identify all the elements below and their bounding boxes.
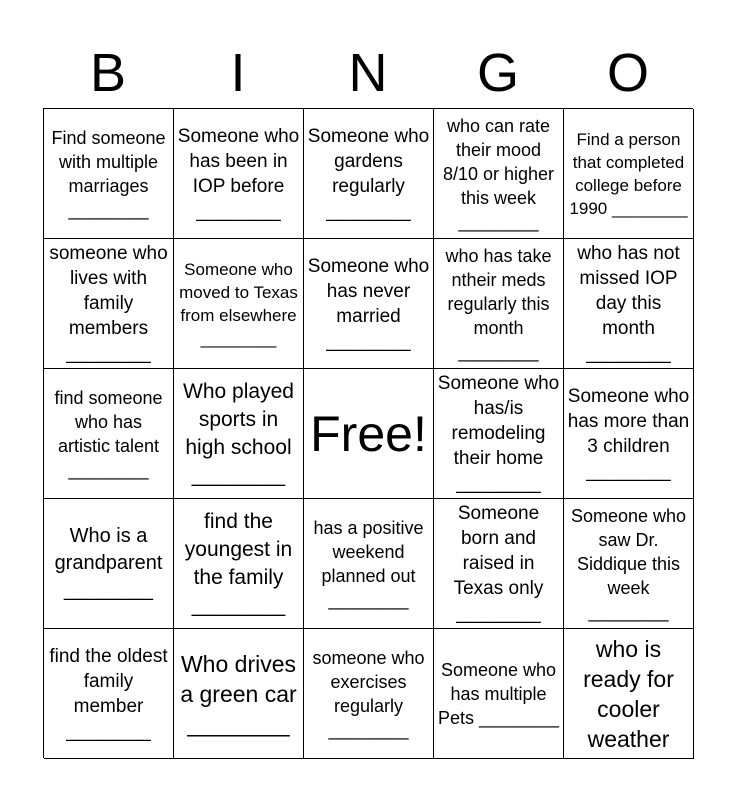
cell-text: has a positive weekend planned out ________	[313, 517, 424, 610]
cell-text: who can rate their mood 8/10 or higher this week ________	[442, 115, 555, 232]
bingo-cell[interactable]	[174, 499, 304, 629]
cell-text: Someone who gardens regularly ________	[307, 125, 430, 222]
cell-text: Find someone with multiple marriages ________	[51, 127, 166, 220]
cell-text: find the youngest in the family ________	[184, 509, 293, 617]
bingo-cell[interactable]	[174, 629, 304, 759]
cell-text: Find a person that completed college before 1990 ________	[569, 129, 688, 218]
bingo-cell[interactable]	[434, 109, 564, 239]
cell-text: Someone who moved to Texas from elsewhere ________	[179, 259, 298, 348]
free-space[interactable]	[304, 369, 434, 499]
cell-text: Someone who has never married ________	[307, 255, 430, 352]
bingo-cell[interactable]	[564, 239, 694, 369]
bingo-grid	[43, 108, 693, 758]
bingo-cell[interactable]	[44, 109, 174, 239]
bingo-cell[interactable]	[174, 239, 304, 369]
free-text: Free!	[310, 405, 427, 462]
header-letter-i: I	[230, 43, 246, 103]
cell-text: Someone who has/is remodeling their home ________	[437, 373, 560, 494]
cell-text: Someone born and raised in Texas only ________	[453, 503, 544, 624]
bingo-cell[interactable]	[434, 629, 564, 759]
cell-text: Who drives a green car ________	[180, 650, 297, 737]
header-letter-g: G	[476, 43, 519, 103]
bingo-cell[interactable]	[44, 499, 174, 629]
bingo-cell[interactable]	[304, 239, 434, 369]
bingo-cell[interactable]	[304, 629, 434, 759]
bingo-cell[interactable]	[44, 369, 174, 499]
header-letter-n: N	[348, 43, 388, 103]
bingo-cell[interactable]	[44, 629, 174, 759]
cell-text: Someone who has been in IOP before ________	[177, 125, 300, 222]
cell-text: Someone who saw Dr. Siddique this week ________	[570, 505, 687, 622]
cell-text: someone who exercises regularly ________	[312, 647, 425, 740]
bingo-cell[interactable]	[434, 499, 564, 629]
bingo-cell[interactable]	[304, 109, 434, 239]
bingo-cell[interactable]	[174, 109, 304, 239]
header-letter-b: B	[89, 43, 127, 103]
bingo-cell[interactable]	[434, 239, 564, 369]
cell-text: someone who lives with family members ________	[49, 243, 168, 364]
cell-text: who has not missed IOP day this month ________	[577, 243, 680, 364]
bingo-cell[interactable]	[564, 499, 694, 629]
bingo-cell[interactable]	[564, 109, 694, 239]
cell-text: Someone who has multiple Pets ________	[437, 659, 560, 728]
bingo-header	[43, 38, 693, 108]
cell-text: Who is a grandparent ________	[54, 525, 163, 601]
cell-text: find the oldest family member ________	[49, 645, 168, 742]
cell-text: Someone who has more than 3 children ________	[567, 385, 690, 482]
bingo-cell[interactable]	[434, 369, 564, 499]
bingo-cell[interactable]	[174, 369, 304, 499]
bingo-cell[interactable]	[564, 629, 694, 759]
cell-text: who has take ntheir meds regularly this month ________	[445, 245, 552, 362]
bingo-cell[interactable]	[44, 239, 174, 369]
cell-text: Who played sports in high school ________	[183, 379, 294, 487]
bingo-cell[interactable]	[304, 499, 434, 629]
cell-text: who is ready for cooler weather	[583, 635, 674, 752]
header-letter-o: O	[606, 43, 649, 103]
bingo-cell[interactable]	[564, 369, 694, 499]
cell-text: find someone who has artistic talent ________	[54, 387, 163, 480]
